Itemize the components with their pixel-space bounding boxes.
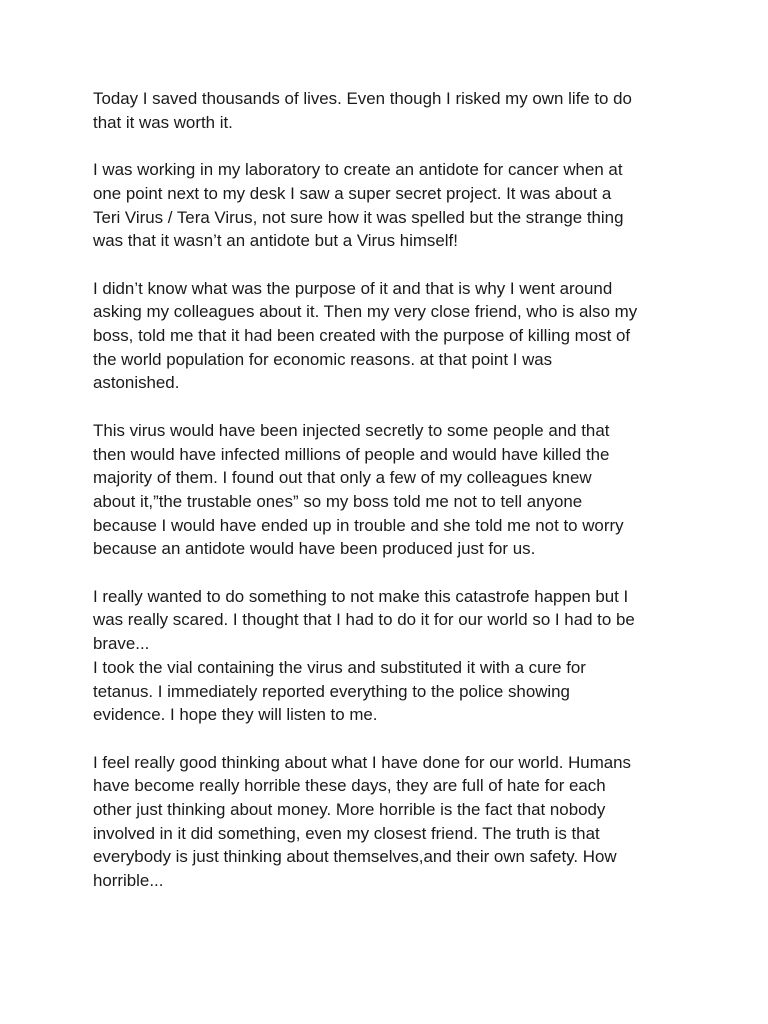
paragraph-6: I took the vial containing the virus and substituted it with a cure for tetanus. I immediately reported everything to the police showing evidence. I hope they will listen to me. [93, 657, 586, 725]
document-body [93, 87, 683, 893]
paragraph-1: Today I saved thousands of lives. Even though I risked my own life to do that it was worth it. [93, 89, 632, 132]
paragraph-3: I didn’t know what was the purpose of it and that is why I went around asking my colleagues about it. Then my very close friend, who is also my boss, told me that it had been created with the purpose of killing most of the world population for economic reasons. at that point I was astonished. [93, 278, 638, 393]
paragraph-5: I really wanted to do something to not make this catastrofe happen but I was really scared. I thought that I had to do it for our world so I had to be brave... [93, 586, 635, 654]
paragraph-2: I was working in my laboratory to create an antidote for cancer when at one point next to my desk I saw a super secret project. It was about a Teri Virus / Tera Virus, not sure how it was spelled but the strange thing was that it wasn’t an antidote but a Virus himself! [93, 160, 624, 251]
paragraph-7: I feel really good thinking about what I have done for our world. Humans have become really horrible these days, they are full of hate for each other just thinking about money. More horrible is the fact that nobody involved in it did something, even my closest friend. The truth is that everybody is just thinking about themselves,and their own safety. How horrible... [93, 752, 632, 891]
paragraph-4: This virus would have been injected secretly to some people and that then would have infected millions of people and would have killed the majority of them. I found out that only a few of my colleagues knew about it,”the trustable ones” so my boss told me not to tell anyone because I would have ended up in trouble and she told me not to worry because an antidote would have been produced just for us. [93, 420, 624, 559]
